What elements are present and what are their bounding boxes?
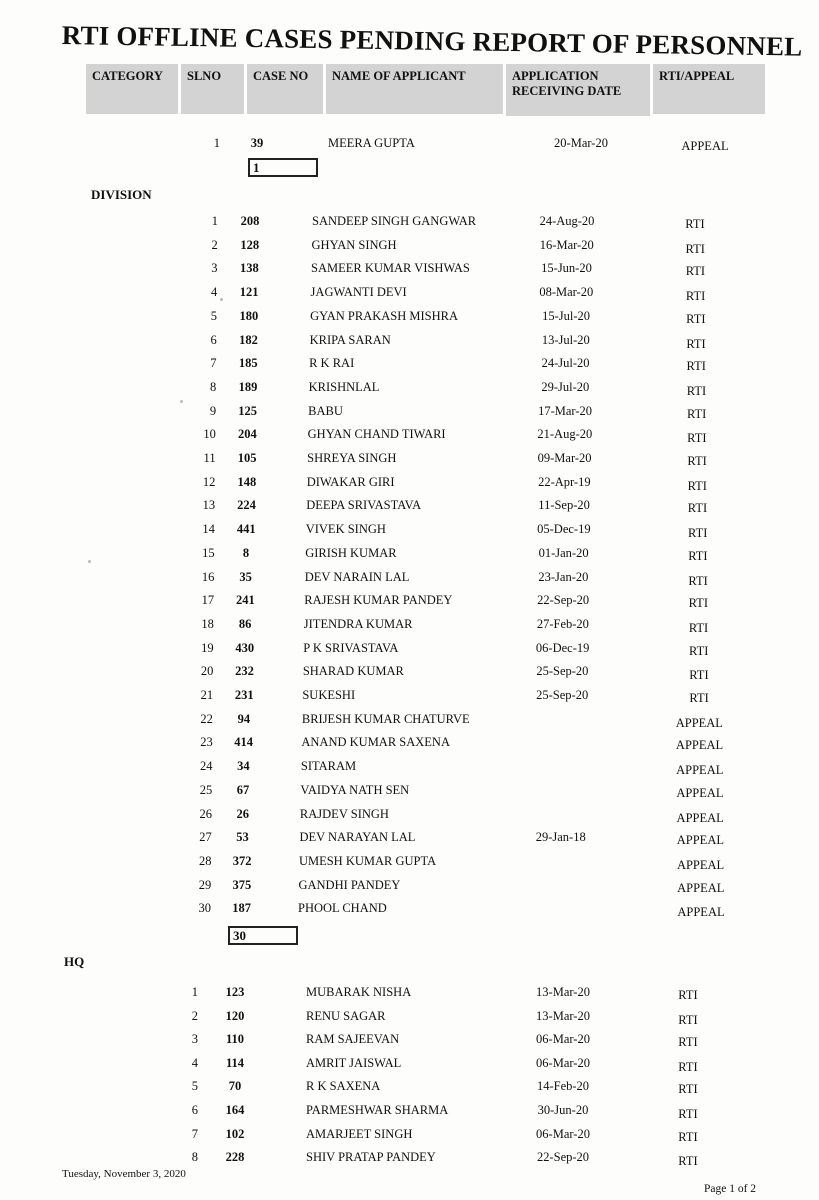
row-rti-appeal: RTI: [687, 454, 707, 468]
row-applicant-name: SUKESHI: [302, 688, 356, 702]
row-applicant-name: SHARAD KUMAR: [302, 664, 404, 679]
table-row: [0, 1127, 819, 1147]
row-case-no: 125: [238, 403, 258, 418]
row-rti-appeal: RTI: [685, 264, 706, 279]
row-applicant-name: R K RAI: [309, 356, 355, 371]
table-row: [0, 356, 819, 376]
row-applicant-name: RAJDEV SINGH: [299, 806, 389, 821]
row-rti-appeal: RTI: [686, 406, 707, 421]
row-rti-appeal: RTI: [687, 431, 707, 446]
report-title: RTI OFFLINE CASES PENDING REPORT OF PERSONNEL: [61, 20, 803, 62]
row-slno: 9: [209, 403, 217, 418]
table-row: [0, 498, 819, 518]
row-case-no: 26: [236, 806, 249, 821]
row-rti-appeal: APPEAL: [676, 810, 724, 825]
table-row: [0, 214, 819, 234]
row-receiving-date: 21-Aug-20: [537, 427, 593, 442]
row-rti-appeal: RTI: [688, 573, 708, 588]
row-rti-appeal: APPEAL: [676, 833, 724, 848]
row-receiving-date: 08-Mar-20: [539, 285, 594, 300]
section-label: DIVISION: [91, 187, 152, 202]
row-slno: 28: [198, 853, 212, 868]
row-slno: 7: [191, 1126, 198, 1141]
table-row: [0, 427, 819, 447]
row-applicant-name: PARMESHWAR SHARMA: [306, 1103, 449, 1117]
row-slno: 1: [191, 985, 198, 999]
row-slno: 21: [200, 688, 214, 702]
row-receiving-date: 25-Sep-20: [536, 688, 589, 702]
table-row: [0, 1009, 819, 1029]
row-slno: 24: [199, 759, 213, 774]
row-slno: 20: [200, 664, 214, 679]
row-applicant-name: R K SAXENA: [306, 1079, 381, 1094]
table-row: [0, 1103, 819, 1123]
row-rti-appeal: RTI: [689, 668, 709, 683]
row-applicant-name: UMESH KUMAR GUPTA: [298, 853, 437, 868]
row-slno: 4: [211, 285, 218, 300]
row-rti-appeal: RTI: [685, 241, 705, 256]
row-receiving-date: 27-Feb-20: [536, 616, 589, 631]
row-case-no: 70: [228, 1079, 242, 1094]
row-slno: 8: [191, 1150, 198, 1165]
row-receiving-date: 24-Aug-20: [539, 214, 595, 228]
row-receiving-date: 20-Mar-20: [554, 136, 608, 150]
row-rti-appeal: APPEAL: [676, 857, 725, 872]
section-total-box: 30: [228, 926, 298, 945]
row-rti-appeal: RTI: [686, 336, 706, 351]
row-receiving-date: 22-Apr-19: [538, 474, 591, 489]
row-slno: 8: [210, 379, 217, 394]
table-row: [0, 901, 819, 921]
row-receiving-date: 16-Mar-20: [539, 237, 594, 252]
row-receiving-date: 23-Jan-20: [538, 569, 589, 584]
header-applicant-name: NAME OF APPLICANT: [326, 64, 503, 114]
row-rti-appeal: RTI: [678, 1129, 698, 1144]
row-slno: 17: [201, 593, 215, 608]
row-applicant-name: P K SRIVASTAVA: [303, 640, 399, 655]
row-case-no: 232: [235, 664, 254, 679]
section-label: HQ: [64, 954, 85, 969]
table-row: [0, 688, 819, 708]
row-case-no: 441: [236, 522, 256, 537]
header-receiving-date: APPLICATION RECEIVING DATE: [506, 64, 650, 116]
row-receiving-date: 11-Sep-20: [538, 498, 590, 513]
row-applicant-name: DEV NARAIN LAL: [304, 569, 410, 584]
row-applicant-name: KRISHNLAL: [308, 379, 380, 394]
row-applicant-name: GANDHI PANDEY: [298, 877, 401, 892]
row-applicant-name: SANDEEP SINGH GANGWAR: [312, 214, 477, 228]
row-receiving-date: 06-Mar-20: [536, 1055, 590, 1070]
row-applicant-name: GYAN PRAKASH MISHRA: [310, 308, 459, 323]
row-case-no: 375: [232, 877, 252, 892]
table-row: [0, 451, 819, 471]
row-rti-appeal: RTI: [686, 311, 706, 326]
row-receiving-date: 29-Jan-18: [535, 830, 586, 845]
row-slno: 25: [199, 782, 213, 797]
row-case-no: 204: [238, 427, 257, 442]
row-case-no: 67: [236, 782, 250, 797]
table-row: [0, 261, 819, 281]
row-applicant-name: GIRISH KUMAR: [305, 545, 397, 560]
row-slno: 14: [202, 522, 215, 537]
row-case-no: 414: [234, 735, 253, 750]
table-row: [0, 285, 819, 305]
row-applicant-name: MUBARAK NISHA: [306, 985, 412, 999]
scan-speck: [88, 560, 91, 563]
footer-page-number: Page 1 of 2: [704, 1183, 757, 1195]
row-receiving-date: 24-Jul-20: [541, 356, 590, 371]
row-applicant-name: SITARAM: [300, 759, 357, 774]
row-receiving-date: 09-Mar-20: [537, 451, 592, 465]
row-applicant-name: BABU: [308, 403, 343, 418]
row-applicant-name: AMRIT JAISWAL: [306, 1055, 402, 1070]
table-row: [0, 985, 819, 1005]
row-applicant-name: VIVEK SINGH: [305, 522, 386, 537]
row-applicant-name: DIWAKAR GIRI: [306, 474, 395, 489]
row-slno: 13: [202, 498, 216, 513]
table-row: [0, 546, 819, 566]
row-rti-appeal: APPEAL: [675, 738, 724, 753]
row-slno: 7: [210, 356, 217, 371]
row-slno: 16: [201, 569, 215, 584]
table-row: [0, 593, 819, 613]
row-rti-appeal: RTI: [685, 289, 706, 304]
table-row: [0, 830, 819, 850]
row-receiving-date: 05-Dec-19: [537, 522, 591, 537]
row-rti-appeal: APPEAL: [677, 905, 725, 920]
header-rti-appeal: RTI/APPEAL: [653, 64, 765, 114]
section-total-box: 1: [248, 158, 318, 177]
row-receiving-date: 14-Feb-20: [536, 1079, 590, 1094]
header-category: CATEGORY: [86, 64, 178, 114]
table-row: [0, 309, 819, 329]
table-row: [0, 570, 819, 590]
row-slno: 11: [203, 451, 216, 465]
row-case-no: 231: [234, 688, 254, 702]
table-row: [0, 238, 819, 258]
row-slno: 19: [201, 640, 214, 655]
table-row: [0, 735, 819, 755]
row-case-no: 8: [242, 545, 250, 560]
row-receiving-date: 13-Jul-20: [541, 332, 590, 347]
row-rti-appeal: RTI: [678, 1059, 698, 1074]
table-row: [0, 807, 819, 827]
row-case-no: 241: [235, 593, 255, 608]
row-case-no: 148: [237, 474, 257, 489]
row-case-no: 53: [236, 830, 249, 845]
row-receiving-date: 15-Jun-20: [541, 261, 592, 276]
row-applicant-name: GHYAN CHAND TIWARI: [307, 427, 446, 442]
row-slno: 2: [191, 1008, 198, 1023]
row-slno: 6: [210, 332, 217, 347]
row-rti-appeal: APPEAL: [675, 715, 723, 730]
row-rti-appeal: RTI: [689, 691, 709, 705]
row-slno: 12: [202, 474, 216, 489]
table-row: [0, 878, 819, 898]
table-row: [0, 759, 819, 779]
row-receiving-date: 15-Jul-20: [542, 308, 590, 323]
row-receiving-date: 13-Mar-20: [536, 1008, 590, 1023]
row-rti-appeal: APPEAL: [677, 880, 725, 895]
row-case-no: 34: [237, 759, 250, 774]
row-case-no: 189: [238, 379, 258, 394]
row-rti-appeal: RTI: [688, 596, 708, 611]
row-receiving-date: 30-Jun-20: [537, 1103, 589, 1117]
row-applicant-name: GHYAN SINGH: [311, 237, 397, 252]
row-rti-appeal: RTI: [688, 620, 709, 635]
row-case-no: 187: [232, 901, 251, 916]
row-rti-appeal: RTI: [687, 501, 708, 516]
row-receiving-date: 25-Sep-20: [536, 664, 589, 679]
row-case-no: 224: [237, 498, 256, 513]
row-applicant-name: RAJESH KUMAR PANDEY: [304, 593, 453, 608]
table-row: [0, 380, 819, 400]
row-receiving-date: 17-Mar-20: [538, 403, 593, 418]
row-slno: 6: [191, 1103, 198, 1117]
row-case-no: 86: [238, 616, 252, 631]
table-row: [0, 712, 819, 732]
row-case-no: 180: [239, 308, 259, 323]
row-case-no: 94: [237, 711, 251, 726]
footer-date: Tuesday, November 3, 2020: [62, 1168, 186, 1180]
row-rti-appeal: RTI: [687, 526, 708, 541]
row-case-no: 120: [225, 1008, 245, 1023]
row-slno: 4: [191, 1055, 198, 1070]
row-rti-appeal: RTI: [678, 1012, 698, 1027]
table-row: [0, 854, 819, 874]
row-receiving-date: 22-Sep-20: [536, 1150, 590, 1165]
table-row: [0, 1032, 819, 1052]
row-case-no: 138: [240, 261, 259, 276]
table-row: [0, 664, 819, 684]
table-row: [0, 1056, 819, 1076]
row-slno: 2: [211, 237, 218, 252]
row-rti-appeal: RTI: [678, 1082, 698, 1097]
row-applicant-name: SHREYA SINGH: [307, 451, 397, 465]
row-applicant-name: PHOOL CHAND: [298, 901, 387, 916]
row-case-no: 185: [238, 356, 258, 371]
row-rti-appeal: RTI: [678, 1107, 698, 1121]
row-case-no: 164: [225, 1103, 245, 1117]
row-case-no: 121: [239, 285, 259, 300]
row-case-no: 430: [235, 640, 255, 655]
row-rti-appeal: APPEAL: [681, 139, 729, 153]
row-case-no: 35: [239, 569, 252, 584]
row-slno: 3: [191, 1032, 198, 1047]
row-slno: 3: [211, 261, 218, 276]
row-applicant-name: DEV NARAYAN LAL: [299, 830, 416, 845]
row-rti-appeal: RTI: [678, 988, 698, 1002]
row-case-no: 105: [237, 451, 257, 465]
row-slno: 10: [203, 427, 216, 442]
row-applicant-name: RAM SAJEEVAN: [306, 1032, 400, 1047]
table-row: [0, 522, 819, 542]
header-slno: SLNO: [181, 64, 244, 114]
row-receiving-date: 22-Sep-20: [537, 593, 590, 608]
row-rti-appeal: RTI: [678, 1035, 698, 1050]
row-applicant-name: VAIDYA NATH SEN: [300, 782, 410, 797]
table-row: [0, 617, 819, 637]
row-receiving-date: 29-Jul-20: [541, 379, 590, 394]
row-case-no: 128: [240, 237, 260, 252]
table-row: [0, 641, 819, 661]
table-row: [0, 783, 819, 803]
row-slno: 1: [213, 136, 220, 150]
row-receiving-date: 06-Mar-20: [536, 1032, 590, 1047]
row-slno: 23: [200, 735, 213, 750]
row-applicant-name: SHIV PRATAP PANDEY: [306, 1150, 436, 1165]
row-slno: 1: [211, 214, 218, 228]
row-case-no: 228: [225, 1150, 245, 1165]
row-receiving-date: 06-Mar-20: [536, 1126, 590, 1141]
row-slno: 5: [191, 1079, 198, 1094]
row-applicant-name: BRIJESH KUMAR CHATURVE: [301, 711, 470, 726]
row-rti-appeal: APPEAL: [676, 785, 724, 800]
row-rti-appeal: APPEAL: [676, 763, 724, 778]
row-slno: 30: [198, 901, 211, 916]
row-receiving-date: 13-Mar-20: [536, 985, 590, 999]
row-slno: 15: [202, 545, 215, 560]
row-rti-appeal: RTI: [689, 643, 709, 658]
row-case-no: 123: [225, 985, 245, 999]
row-slno: 18: [201, 616, 214, 631]
table-row: [0, 136, 819, 156]
row-receiving-date: 01-Jan-20: [538, 545, 589, 560]
row-applicant-name: DEEPA SRIVASTAVA: [306, 498, 422, 513]
row-case-no: 372: [232, 853, 252, 868]
row-applicant-name: ANAND KUMAR SAXENA: [301, 735, 450, 750]
row-rti-appeal: RTI: [687, 478, 707, 493]
row-rti-appeal: RTI: [686, 383, 707, 398]
row-case-no: 114: [225, 1055, 245, 1070]
table-row: [0, 404, 819, 424]
table-row: [0, 1079, 819, 1099]
row-slno: 26: [199, 806, 212, 821]
row-applicant-name: SAMEER KUMAR VISHWAS: [311, 261, 470, 276]
table-row: [0, 333, 819, 353]
row-case-no: 110: [225, 1032, 245, 1047]
row-case-no: 182: [239, 332, 258, 347]
row-rti-appeal: RTI: [686, 359, 706, 374]
header-case-no: CASE NO: [247, 64, 323, 114]
scan-speck: [220, 298, 223, 301]
row-applicant-name: RENU SAGAR: [306, 1008, 386, 1023]
row-applicant-name: MEERA GUPTA: [328, 136, 415, 150]
row-rti-appeal: RTI: [688, 548, 708, 563]
scan-speck: [180, 400, 183, 403]
row-case-no: 39: [250, 136, 264, 150]
row-receiving-date: 06-Dec-19: [535, 640, 590, 655]
row-applicant-name: JAGWANTI DEVI: [310, 285, 407, 300]
row-slno: 22: [200, 711, 213, 726]
row-case-no: 208: [240, 214, 260, 228]
row-applicant-name: AMARJEET SINGH: [306, 1126, 413, 1141]
row-applicant-name: JITENDRA KUMAR: [303, 616, 413, 631]
row-case-no: 102: [225, 1126, 245, 1141]
row-slno: 29: [198, 877, 212, 892]
row-rti-appeal: RTI: [678, 1154, 698, 1169]
table-row: [0, 475, 819, 495]
row-slno: 27: [199, 830, 212, 845]
row-rti-appeal: RTI: [685, 217, 705, 231]
row-applicant-name: KRIPA SARAN: [309, 332, 391, 347]
row-slno: 5: [210, 308, 218, 323]
